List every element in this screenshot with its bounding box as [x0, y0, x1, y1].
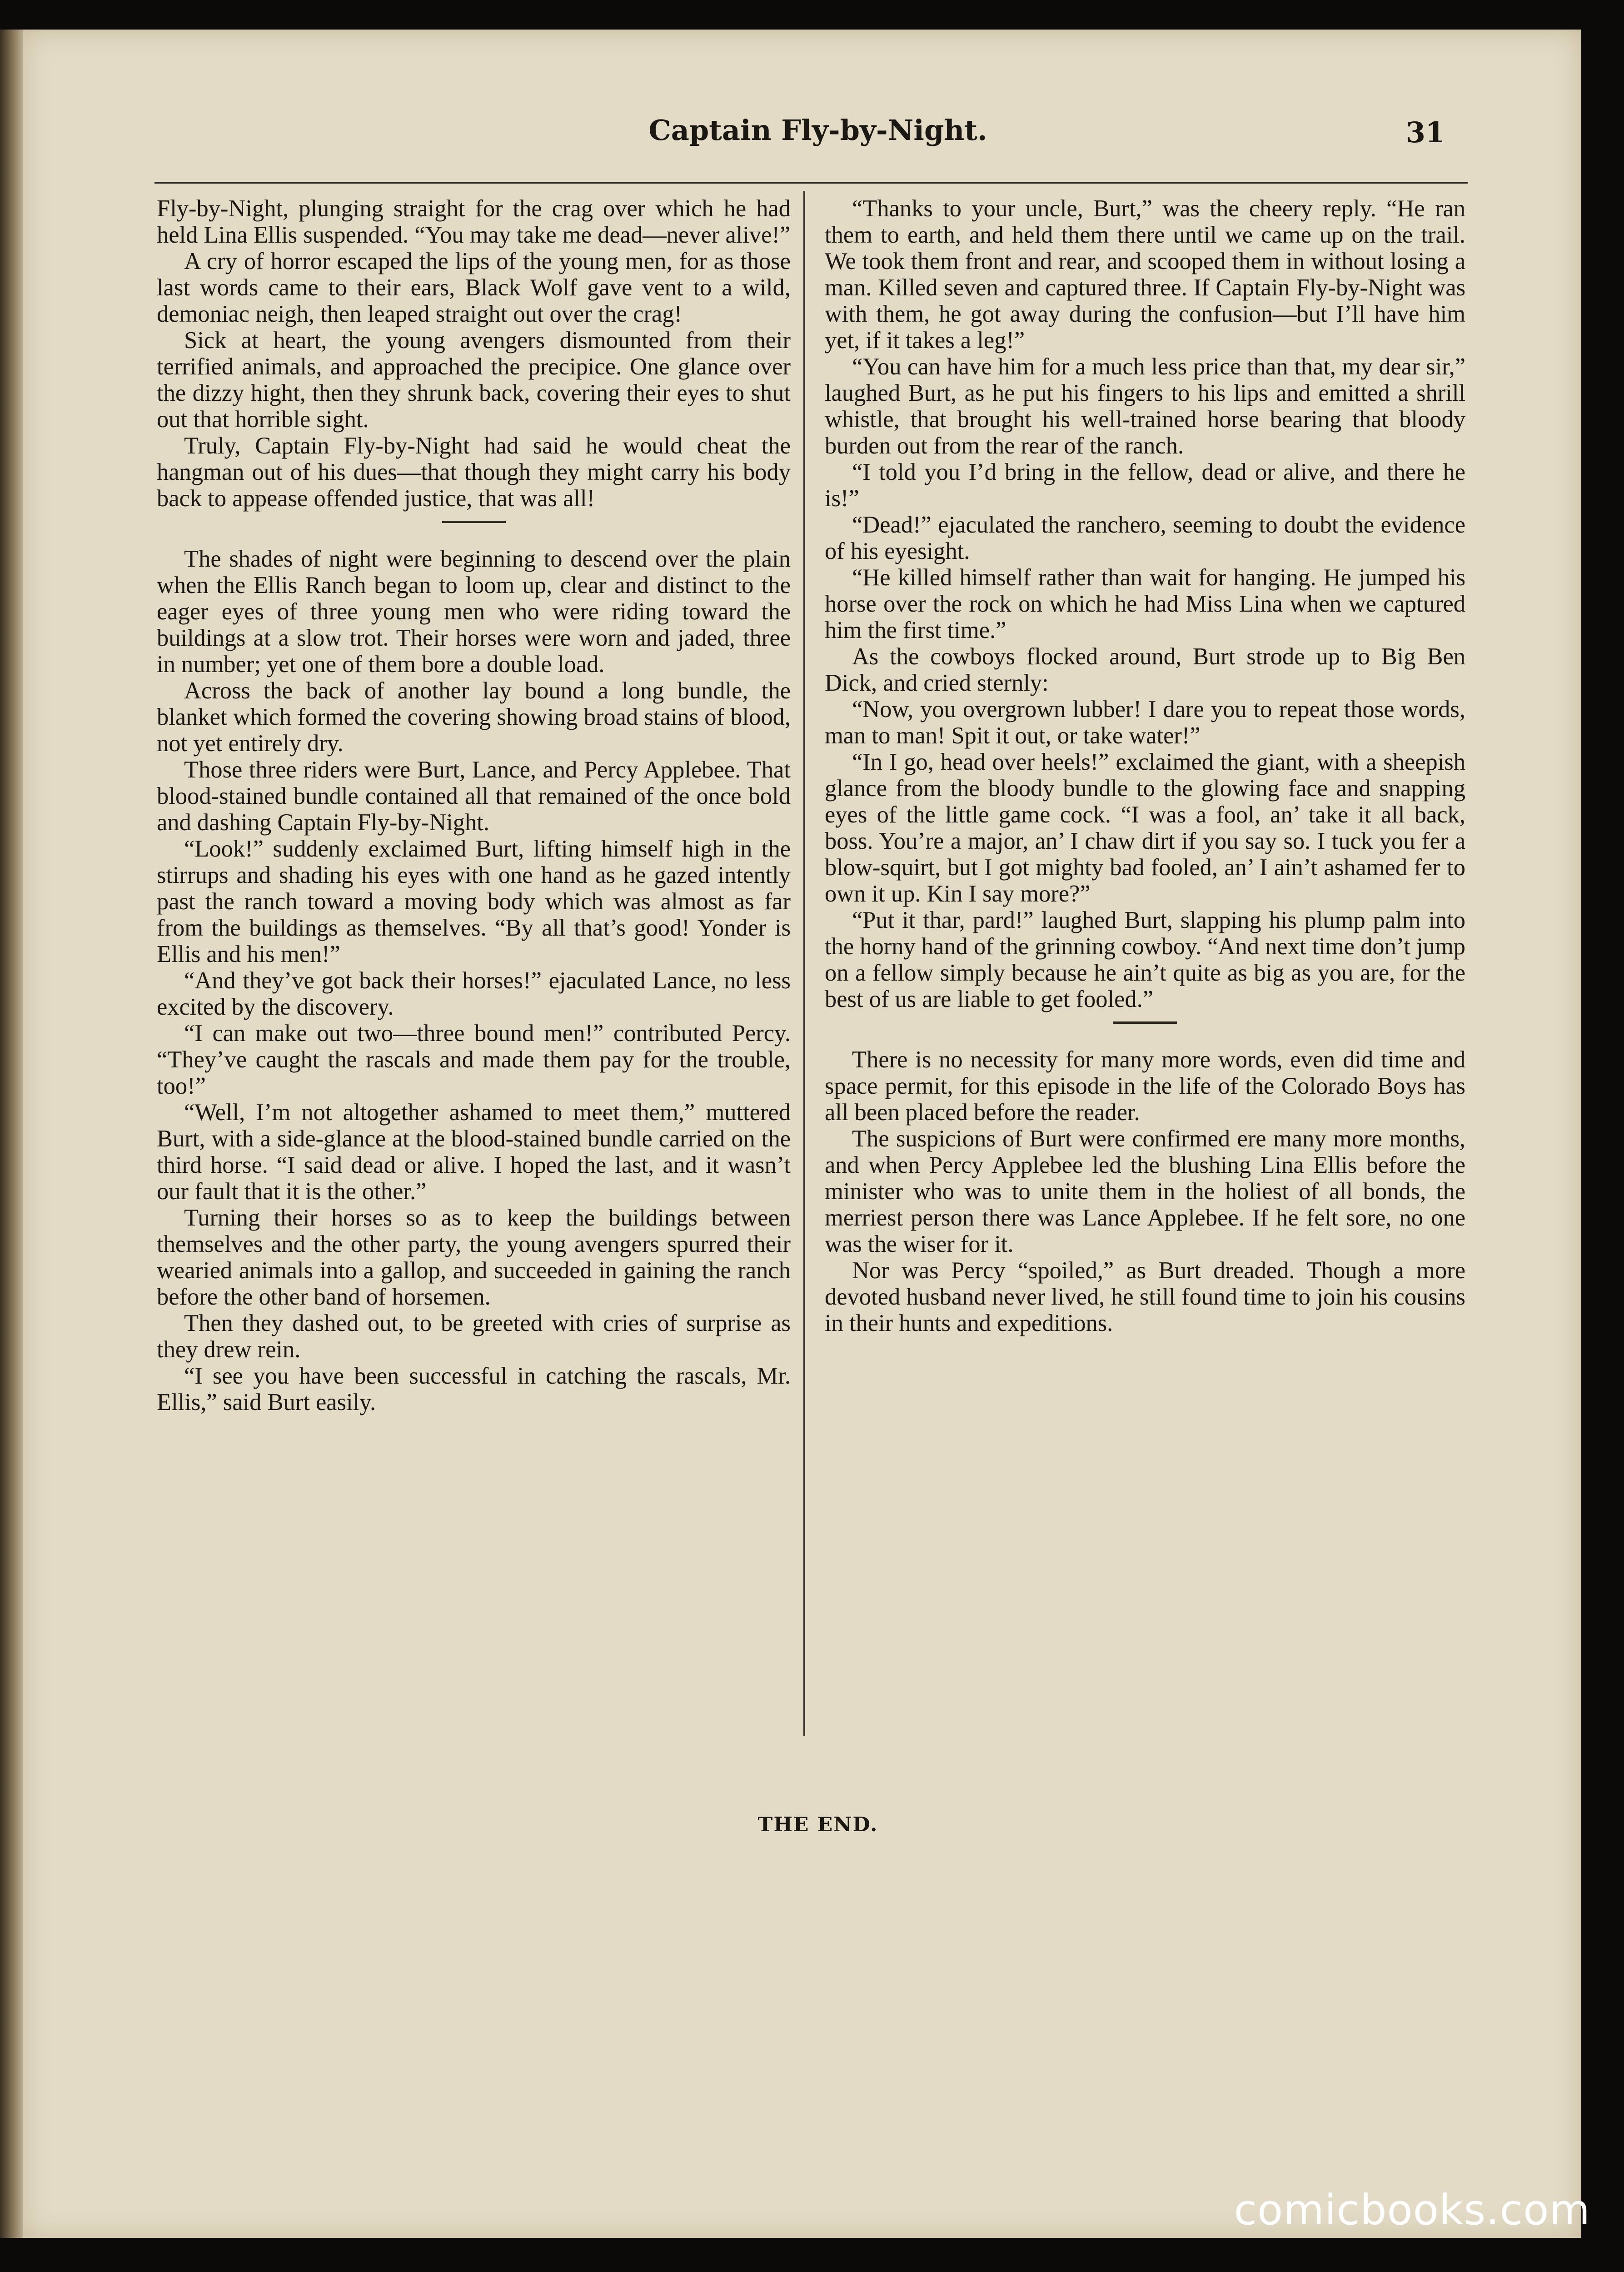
- watermark: comicbooks.com: [1234, 2186, 1590, 2234]
- paragraph: Sick at heart, the young avengers dismounted from their terrified animals, and approached the precipice. One glance over the dizzy hight, then they shrunk back, covering their eyes to shut out that horrible sight.: [157, 327, 791, 433]
- the-end-label: THE END.: [757, 1813, 878, 1836]
- paragraph: “You can have him for a much less price than that, my dear sir,” laughed Burt, as he put his fingers to his lips and emitted a shrill whistle, that brought his well-trained horse bearing that bloody burden out from the rear of the ranch.: [825, 354, 1465, 459]
- paragraph: Fly-by-Night, plunging straight for the crag over which he had held Lina Ellis suspended. “You may take me dead—never alive!”: [157, 195, 791, 248]
- left-column: [157, 195, 791, 1415]
- paragraph: Across the back of another lay bound a long bundle, the blanket which formed the covering showing broad stains of blood, not yet entirely dry.: [157, 678, 791, 757]
- section-divider: [1113, 1021, 1177, 1024]
- paragraph: The shades of night were beginning to descend over the plain when the Ellis Ranch began to loom up, clear and distinct to the eager eyes of three young men who were riding toward the buildings at a slow trot. Their horses were worn and jaded, three in number; yet one of them bore a double load.: [157, 546, 791, 678]
- paragraph: Then they dashed out, to be greeted with cries of surprise as they drew rein.: [157, 1310, 791, 1363]
- page-number: 31: [1405, 116, 1445, 149]
- paragraph: “And they’ve got back their horses!” ejaculated Lance, no less excited by the discovery.: [157, 967, 791, 1020]
- paragraph: “Dead!” ejaculated the ranchero, seeming to doubt the evidence of his eyesight.: [825, 512, 1465, 564]
- paragraph: “I see you have been successful in catching the rascals, Mr. Ellis,” said Burt easily.: [157, 1363, 791, 1415]
- paragraph: “Put it thar, pard!” laughed Burt, slapping his plump palm into the horny hand of the grinning cowboy. “And next time don’t jump on a fellow simply because he ain’t quite as big as you are, for the best of us are liable to get fooled.”: [825, 907, 1465, 1012]
- paragraph: “Well, I’m not altogether ashamed to meet them,” muttered Burt, with a side-glance at the blood-stained bundle carried on the third horse. “I said dead or alive. I hoped the last, and it wasn’t our fault that it is the other.”: [157, 1099, 791, 1205]
- paragraph: “In I go, head over heels!” exclaimed the giant, with a sheepish glance from the bloody bundle to the glowing face and snapping eyes of the little game cock. “I was a fool, an’ take it all back, boss. You’re a major, an’ I chaw dirt if you say so. I tuck you fer a blow-squirt, but I got mighty bad fooled, an’ I ain’t ashamed fer to own it up. Kin I say more?”: [825, 749, 1465, 907]
- paragraph: “He killed himself rather than wait for hanging. He jumped his horse over the rock on which he had Miss Lina when we captured him the first time.”: [825, 564, 1465, 643]
- paragraph: Nor was Percy “spoiled,” as Burt dreaded. Though a more devoted husband never lived, he still found time to join his cousins in their hunts and expeditions.: [825, 1257, 1465, 1336]
- paragraph: The suspicions of Burt were confirmed ere many more months, and when Percy Applebee led the blushing Lina Ellis before the minister who was to unite them in the holiest of all bonds, the merriest person there was Lance Applebee. If he felt sore, no one was the wiser for it.: [825, 1126, 1465, 1257]
- paragraph: Turning their horses so as to keep the buildings between themselves and the other party, the young avengers spurred their wearied animals into a gallop, and succeeded in gaining the ranch before the other band of horsemen.: [157, 1205, 791, 1310]
- right-column: [825, 195, 1465, 1336]
- paragraph: “Now, you overgrown lubber! I dare you to repeat those words, man to man! Spit it out, or take water!”: [825, 696, 1465, 749]
- paragraph: As the cowboys flocked around, Burt strode up to Big Ben Dick, and cried sternly:: [825, 643, 1465, 696]
- running-title: Captain Fly-by-Night.: [648, 114, 987, 147]
- paragraph: “Thanks to your uncle, Burt,” was the cheery reply. “He ran them to earth, and held them there until we came up on the trail. We took them front and rear, and scooped them in without losing a man. Killed seven and captured three. If Captain Fly-by-Night was with them, he got away during the confusion—but I’ll have him yet, if it takes a leg!”: [825, 195, 1465, 354]
- column-divider: [803, 191, 805, 1736]
- paragraph: “I told you I’d bring in the fellow, dead or alive, and there he is!”: [825, 459, 1465, 512]
- header-rule: [154, 182, 1468, 184]
- paragraph: Those three riders were Burt, Lance, and Percy Applebee. That blood-stained bundle contained all that remained of the once bold and dashing Captain Fly-by-Night.: [157, 757, 791, 836]
- paragraph: “Look!” suddenly exclaimed Burt, lifting himself high in the stirrups and shading his eyes with one hand as he gazed intently past the ranch toward a moving body which was almost as far from the buildings as themselves. “By all that’s good! Yonder is Ellis and his men!”: [157, 836, 791, 967]
- paragraph: Truly, Captain Fly-by-Night had said he would cheat the hangman out of his dues—that though they might carry his body back to appease offended justice, that was all!: [157, 433, 791, 512]
- paragraph: There is no necessity for many more words, even did time and space permit, for this episode in the life of the Colorado Boys has all been placed before the reader.: [825, 1046, 1465, 1126]
- paragraph: A cry of horror escaped the lips of the young men, for as those last words came to their ears, Black Wolf gave vent to a wild, demoniac neigh, then leaped straight out over the crag!: [157, 248, 791, 327]
- section-divider: [442, 521, 506, 523]
- paragraph: “I can make out two—three bound men!” contributed Percy. “They’ve caught the rascals and made them pay for the trouble, too!”: [157, 1020, 791, 1099]
